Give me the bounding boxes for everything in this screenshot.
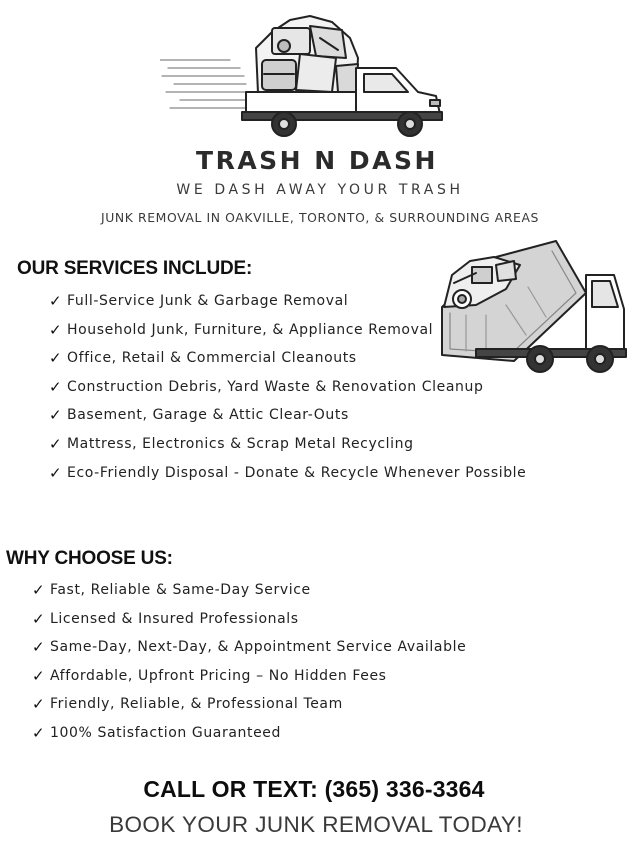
check-icon: ✓ [49, 292, 63, 310]
service-item-text: Basement, Garage & Attic Clear-Outs [67, 407, 349, 424]
why-item-text: Licensed & Insured Professionals [50, 610, 299, 627]
check-icon: ✓ [49, 377, 63, 396]
list-item [32, 662, 466, 691]
brand-name: TRASH N DASH [196, 146, 438, 175]
tagline: WE DASH AWAY YOUR TRASH [176, 182, 464, 198]
service-item-text: Office, Retail & Commercial Cleanouts [67, 350, 357, 367]
check-icon: ✓ [32, 723, 46, 742]
cta-book: BOOK YOUR JUNK REMOVAL TODAY! [109, 812, 523, 837]
service-item-text: Full-Service Junk & Garbage Removal [67, 293, 349, 309]
list-item [49, 430, 487, 459]
check-icon: ✓ [32, 666, 46, 685]
check-icon: ✓ [49, 349, 63, 368]
service-item-text: Eco-Friendly Disposal - Donate & Recycle Whenever Possible [67, 464, 527, 481]
check-icon: ✓ [32, 581, 46, 599]
cta-phone[interactable]: CALL OR TEXT: (365) 336-3364 [143, 776, 485, 802]
service-item-text: Household Junk, Furniture, & Appliance Removal [67, 321, 434, 338]
check-icon: ✓ [49, 463, 63, 482]
list-item [49, 344, 487, 373]
list-item [49, 287, 487, 316]
dump-truck-icon [436, 235, 628, 375]
list-item [32, 605, 466, 634]
check-icon: ✓ [32, 609, 46, 628]
why-heading: WHY CHOOSE US: [6, 548, 173, 569]
why-item-text: Fast, Reliable & Same-Day Service [50, 582, 311, 598]
services-list [49, 287, 527, 487]
list-item [49, 459, 527, 488]
why-item-text: 100% Satisfaction Guaranteed [50, 724, 281, 741]
list-item [32, 690, 466, 719]
junk-pickup-truck-icon [160, 8, 450, 143]
list-item [32, 633, 467, 662]
list-item [32, 719, 466, 748]
list-item [32, 576, 466, 605]
check-icon: ✓ [49, 406, 63, 425]
check-icon: ✓ [32, 638, 46, 657]
check-icon: ✓ [49, 320, 63, 339]
check-icon: ✓ [32, 695, 46, 714]
list-item [49, 316, 487, 345]
why-list [32, 576, 467, 748]
service-area: JUNK REMOVAL IN OAKVILLE, TORONTO, & SURROUNDING AREAS [100, 210, 540, 225]
why-item-text: Affordable, Upfront Pricing – No Hidden Fees [50, 667, 387, 684]
list-item [49, 401, 487, 430]
why-item-text: Same-Day, Next-Day, & Appointment Service Available [50, 639, 467, 656]
service-item-text: Construction Debris, Yard Waste & Renovation Cleanup [67, 378, 484, 395]
service-item-text: Mattress, Electronics & Scrap Metal Recycling [67, 435, 414, 452]
list-item [49, 373, 487, 402]
why-item-text: Friendly, Reliable, & Professional Team [50, 696, 343, 713]
services-heading: OUR SERVICES INCLUDE: [17, 258, 253, 279]
check-icon: ✓ [49, 434, 63, 453]
